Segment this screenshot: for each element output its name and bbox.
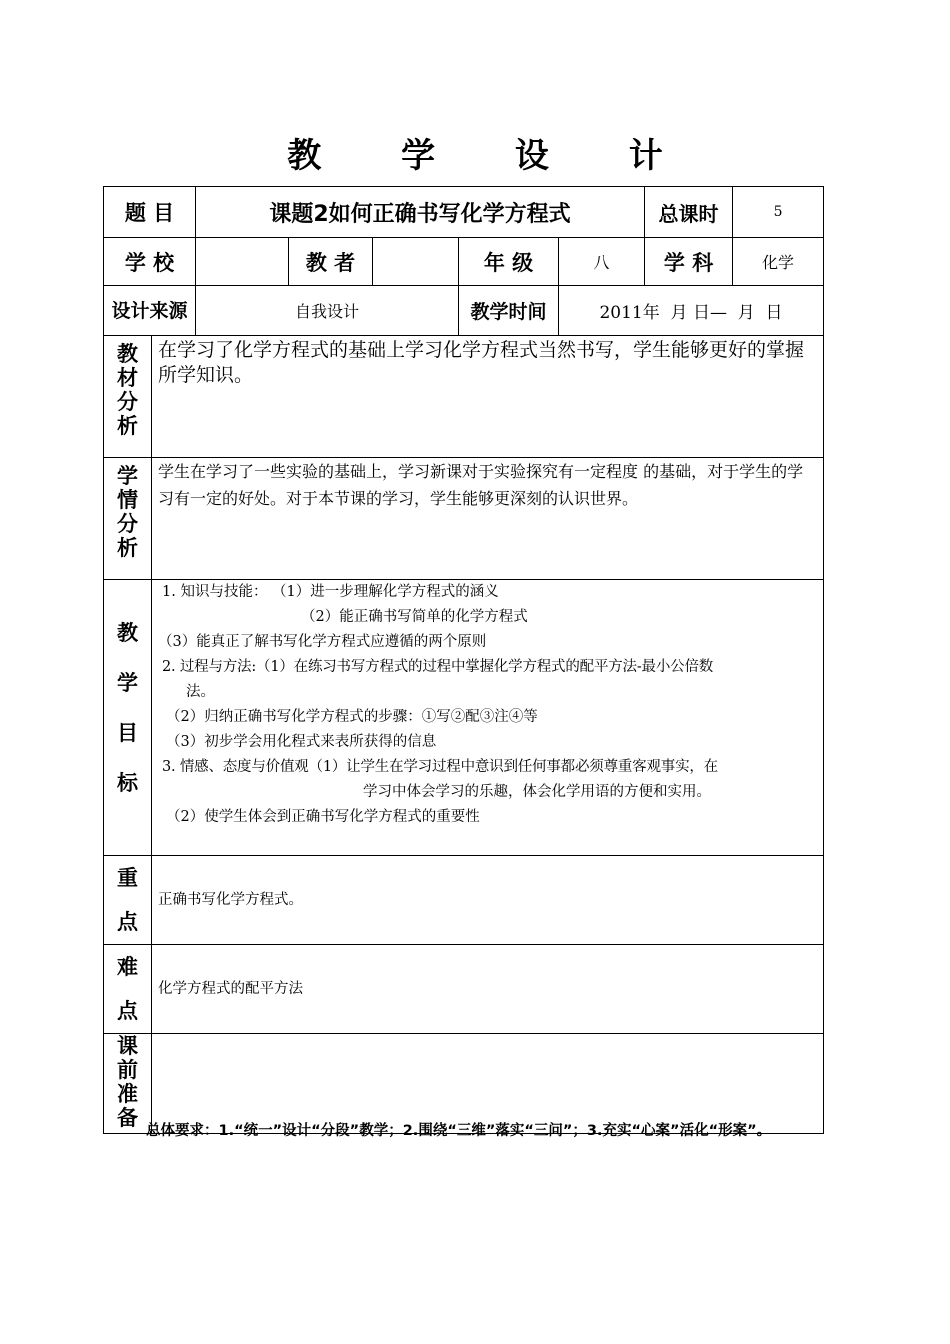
grade-label: 年 级 [459,238,559,286]
total-hours-value: 5 [733,187,824,238]
row-material-analysis [104,336,824,458]
objective-line: 学习中体会学习的乐趣，体会化学用语的方便和实用。 [363,784,711,800]
objective-line: 2. 过程与方法:（1）在练习书写方程式的过程中掌握化学方程式的配平方法-最小公倍数 [162,659,714,675]
topic-value: 课题2如何正确书写化学方程式 [196,187,645,238]
row-key-point [104,856,824,945]
objective-line: （3）初步学会用化程式来表所获得的信息 [166,734,437,750]
page-title: 教 学 设 计 [287,136,697,176]
objective-line: 法。 [186,684,215,700]
objective-line: 1. 知识与技能： （1）进一步理解化学方程式的涵义 [162,584,499,600]
row-student-analysis [104,458,824,580]
total-hours-label: 总课时 [645,187,733,238]
material-analysis-label: 教材分析 [104,336,152,458]
topic-label: 题 目 [104,187,196,238]
grade-value: 八 [559,238,645,286]
difficulty-text: 化学方程式的配平方法 [152,945,824,1034]
teacher-label: 教 者 [289,238,373,286]
subject-label: 学 科 [645,238,733,286]
difficulty-label: 难 点 [104,945,152,1034]
key-point-text: 正确书写化学方程式。 [152,856,824,945]
teacher-value [373,238,459,286]
school-value [196,238,289,286]
key-point-label: 重 点 [104,856,152,945]
lesson-plan-table [103,186,824,1134]
preparation-label: 课前准备 [104,1034,152,1134]
row-source [104,286,824,336]
material-analysis-text: 在学习了化学方程式的基础上学习化学方程式当然书写，学生能够更好的掌握所学知识。 [152,336,824,458]
objective-line: （2）归纳正确书写化学方程式的步骤：①写②配③注④等 [166,709,538,725]
row-objectives [104,580,824,856]
objectives-label: 教 学 目 标 [104,580,152,856]
objective-line: （3）能真正了解书写化学方程式应遵循的两个原则 [158,634,487,650]
overall-requirements: 总体要求：1.“统一”设计“分段”教学；2.围绕“三维”落实“三问”；3.充实“心案”活化“形案”。 [146,1123,772,1139]
subject-value: 化学 [733,238,824,286]
student-analysis-label: 学情分析 [104,458,152,580]
teaching-time-value: 2011年 月 日— 月 日 [559,286,824,336]
row-difficulty [104,945,824,1034]
row-school [104,238,824,286]
design-source-value: 自我设计 [196,286,459,336]
student-analysis-text: 学生在学习了一些实验的基础上，学习新课对于实验探究有一定程度 的基础，对于学生的学习有一定的好处。对于本节课的学习，学生能够更深刻的认识世界。 [152,458,824,580]
school-label: 学 校 [104,238,196,286]
design-source-label: 设计来源 [104,286,196,336]
objective-line: （2）使学生体会到正确书写化学方程式的重要性 [166,809,480,825]
objective-line: （2）能正确书写简单的化学方程式 [301,609,528,625]
row-topic [104,187,824,238]
teaching-time-label: 教学时间 [459,286,559,336]
objective-line: 3. 情感、态度与价值观（1）让学生在学习过程中意识到任何事都必须尊重客观事实，在 [162,759,718,775]
objectives-text [152,580,824,856]
